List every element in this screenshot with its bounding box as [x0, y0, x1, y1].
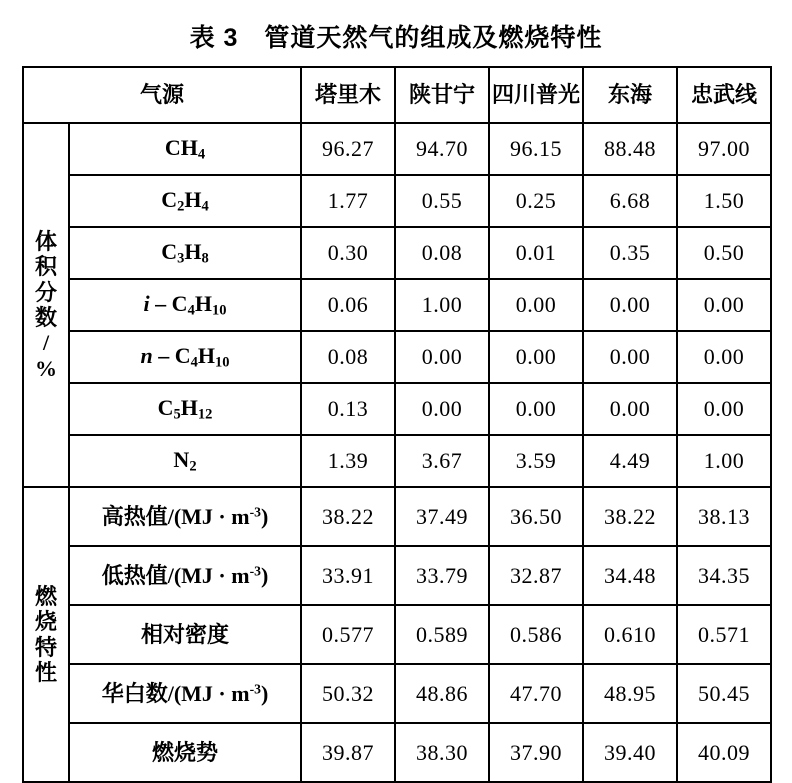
header-col-4: 东海 [583, 67, 677, 123]
group-label-combustion [23, 487, 69, 782]
cell-value: 0.25 [489, 175, 583, 227]
cell-value: 1.39 [301, 435, 395, 487]
cell-value: 0.00 [583, 279, 677, 331]
row-label: 低热值$/(MJ \cdot m^{-3})$ [69, 546, 301, 605]
cell-value: 0.08 [301, 331, 395, 383]
cell-value: 0.00 [677, 331, 771, 383]
group-char: 燃 [34, 583, 57, 609]
group-char: 分 [34, 279, 57, 305]
cell-value: 0.01 [489, 227, 583, 279]
table-row [23, 723, 771, 782]
cell-value: 0.00 [395, 331, 489, 383]
row-label: $CH_4$ [69, 123, 301, 175]
cell-value: 3.67 [395, 435, 489, 487]
cell-value: 4.49 [583, 435, 677, 487]
cell-value: 1.77 [301, 175, 395, 227]
header-col-2: 陕甘宁 [395, 67, 489, 123]
cell-value: 38.13 [677, 487, 771, 546]
cell-value: 97.00 [677, 123, 771, 175]
cell-value: 0.35 [583, 227, 677, 279]
cell-value: 0.13 [301, 383, 395, 435]
cell-value: 0.610 [583, 605, 677, 664]
cell-value: 48.86 [395, 664, 489, 723]
cell-value: 0.00 [583, 331, 677, 383]
cell-value: 88.48 [583, 123, 677, 175]
cell-value: 34.48 [583, 546, 677, 605]
group-label-volume-fraction [23, 123, 69, 487]
cell-value: 38.22 [301, 487, 395, 546]
group-char: 特 [34, 634, 57, 660]
table-body [23, 67, 771, 782]
table-title: 表 3 管道天然气的组成及燃烧特性 [189, 24, 603, 52]
cell-value: 0.00 [489, 383, 583, 435]
header-source-label: 气源 [23, 67, 301, 123]
cell-value: 3.59 [489, 435, 583, 487]
table-row [23, 664, 771, 723]
cell-value: 0.571 [677, 605, 771, 664]
cell-value: 50.45 [677, 664, 771, 723]
cell-value: 39.40 [583, 723, 677, 782]
cell-value: 0.55 [395, 175, 489, 227]
table-row [23, 435, 771, 487]
cell-value: 37.49 [395, 487, 489, 546]
cell-value: 96.15 [489, 123, 583, 175]
cell-value: 38.22 [583, 487, 677, 546]
cell-value: 0.06 [301, 279, 395, 331]
header-col-5: 忠武线 [677, 67, 771, 123]
header-col-1: 塔里木 [301, 67, 395, 123]
table-row [23, 279, 771, 331]
group-char: / [42, 330, 50, 356]
cell-value: 0.50 [677, 227, 771, 279]
table-row [23, 487, 771, 546]
cell-value: 0.577 [301, 605, 395, 664]
cell-value: 0.00 [489, 331, 583, 383]
group-char: 烧 [34, 609, 57, 635]
table-row [23, 331, 771, 383]
cell-value: 0.00 [395, 383, 489, 435]
cell-value: 1.00 [395, 279, 489, 331]
cell-value: 0.00 [677, 279, 771, 331]
table-header-row [23, 67, 771, 123]
table-row [23, 546, 771, 605]
row-label: $C_5H_{12}$ [69, 383, 301, 435]
cell-value: 38.30 [395, 723, 489, 782]
cell-value: 0.08 [395, 227, 489, 279]
row-label: n – $C_4H_{10}$ [69, 331, 301, 383]
cell-value: 33.91 [301, 546, 395, 605]
cell-value: 47.70 [489, 664, 583, 723]
row-label: i – $C_4H_{10}$ [69, 279, 301, 331]
group-char: 积 [34, 254, 57, 280]
row-label: 相对密度 [69, 605, 301, 664]
table-row [23, 123, 771, 175]
cell-value: 34.35 [677, 546, 771, 605]
cell-value: 0.00 [677, 383, 771, 435]
table-row [23, 175, 771, 227]
cell-value: 39.87 [301, 723, 395, 782]
cell-value: 0.589 [395, 605, 489, 664]
group-char: % [35, 355, 57, 381]
group-char: 体 [34, 229, 57, 255]
row-label: 燃烧势 [69, 723, 301, 782]
cell-value: 0.00 [489, 279, 583, 331]
row-label: $C_3H_8$ [69, 227, 301, 279]
table-row [23, 383, 771, 435]
cell-value: 96.27 [301, 123, 395, 175]
header-col-3: 四川普光 [489, 67, 583, 123]
cell-value: 50.32 [301, 664, 395, 723]
cell-value: 36.50 [489, 487, 583, 546]
row-label: $C_2H_4$ [69, 175, 301, 227]
cell-value: 40.09 [677, 723, 771, 782]
group-char: 数 [34, 305, 57, 330]
cell-value: 33.79 [395, 546, 489, 605]
cell-value: 0.00 [583, 383, 677, 435]
cell-value: 0.586 [489, 605, 583, 664]
row-label: 华白数$/(MJ \cdot m^{-3})$ [69, 664, 301, 723]
cell-value: 6.68 [583, 175, 677, 227]
table-row [23, 605, 771, 664]
cell-value: 48.95 [583, 664, 677, 723]
cell-value: 94.70 [395, 123, 489, 175]
cell-value: 1.00 [677, 435, 771, 487]
cell-value: 32.87 [489, 546, 583, 605]
table-row [23, 227, 771, 279]
cell-value: 0.30 [301, 227, 395, 279]
row-label: 高热值$/(MJ \cdot m^{-3})$ [69, 487, 301, 546]
cell-value: 37.90 [489, 723, 583, 782]
gas-composition-table [22, 66, 772, 783]
group-char: 性 [34, 659, 57, 685]
cell-value: 1.50 [677, 175, 771, 227]
row-label: $N_2$ [69, 435, 301, 487]
